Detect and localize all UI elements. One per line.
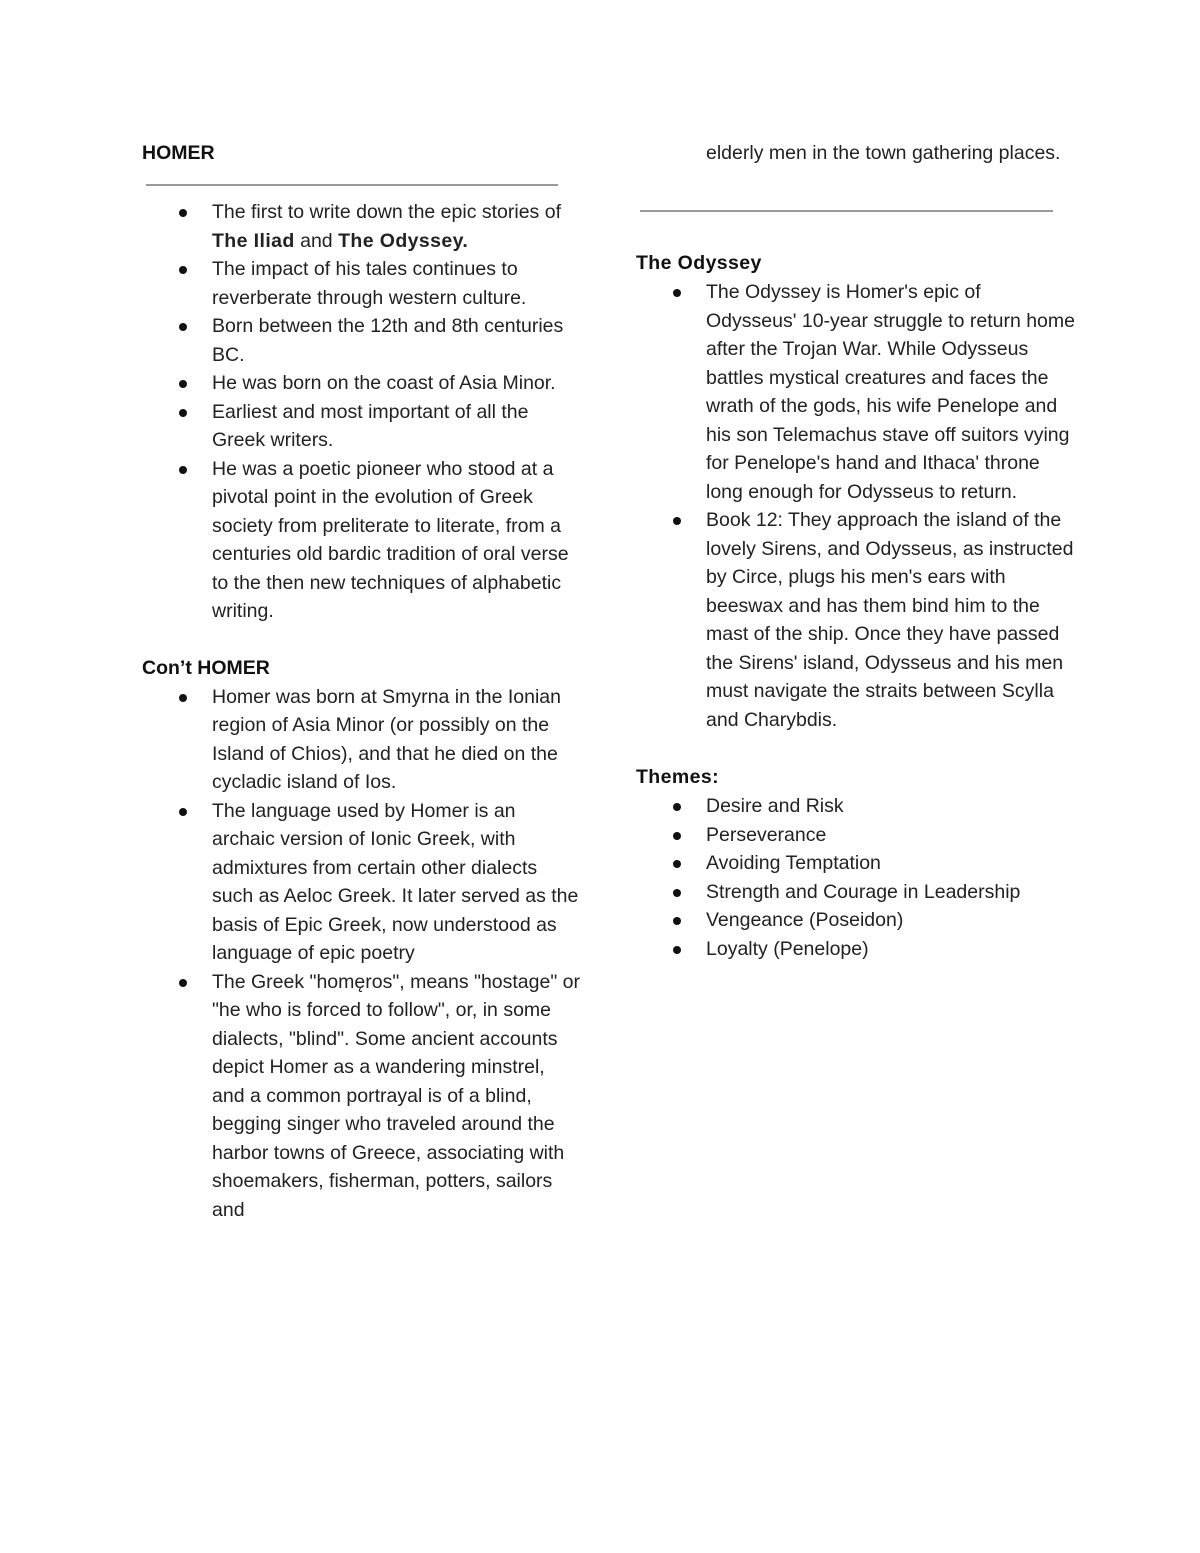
bullet-icon bbox=[179, 209, 187, 217]
list-item bbox=[142, 797, 582, 968]
list-item bbox=[142, 312, 582, 369]
list-item bbox=[142, 398, 582, 455]
list-item-text: Avoiding Temptation bbox=[706, 852, 881, 874]
right-column bbox=[636, 139, 1076, 963]
list-item-text: Strength and Courage in Leadership bbox=[706, 880, 1021, 903]
list-item-text: Homer was born at Smyrna in the Ionian region of Asia Minor (or possibly on the Island of Chios), and that he died on the cycladic island of Ios. bbox=[212, 685, 562, 793]
bullet-icon bbox=[673, 917, 681, 925]
themes-heading: Themes: bbox=[636, 766, 719, 788]
bullet-icon bbox=[673, 832, 681, 840]
bullet-icon bbox=[179, 380, 187, 388]
book-title-iliad: The Iliad bbox=[212, 229, 295, 252]
bullet-icon bbox=[673, 289, 681, 297]
list-item bbox=[636, 792, 1076, 821]
bullet-icon bbox=[673, 889, 681, 897]
list-item-text: The first to write down the epic stories of bbox=[212, 201, 561, 223]
list-item bbox=[142, 198, 582, 255]
list-item-text: Book 12: They approach the island of the lovely Sirens, and Odysseus, as instructed by Circe, plugs his men's ears with beeswax and has them bind him to the mast of the ship. Once they have passed the Sirens' island, Odysseus and his men must navigate the straits between Scylla and Charybdis. bbox=[706, 509, 1074, 731]
bullet-icon bbox=[673, 517, 681, 525]
list-item-text: The Odyssey is Homer's epic of Odysseus' 10-year struggle to return home after the Trojan War. While Odysseus battles mystical creatures and faces the wrath of the gods, his wife Penelope and his son Telemachus stave off suitors vying for Penelope's hand and Ithaca' throne long enough for Odysseus to return. bbox=[706, 281, 1075, 503]
list-item bbox=[142, 683, 582, 797]
bullet-icon bbox=[179, 979, 187, 987]
list-item-text: He was born on the coast of Asia Minor. bbox=[212, 372, 556, 394]
odyssey-bullet-list bbox=[636, 278, 1076, 734]
continued-paragraph: elderly men in the town gathering places. bbox=[706, 142, 1061, 164]
list-item bbox=[636, 906, 1076, 935]
list-item-text: The language used by Homer is an archaic version of Ionic Greek, with admixtures from certain other dialects such as Aeloc Greek. It later served as the basis of Epic Greek, now understood as language of epic poetry bbox=[212, 799, 579, 964]
section-divider bbox=[640, 210, 1053, 212]
bullet-icon bbox=[179, 323, 187, 331]
list-item bbox=[142, 455, 582, 626]
list-item bbox=[142, 255, 582, 312]
list-item-text: Earliest and most important of all the Greek writers. bbox=[212, 400, 529, 451]
list-item-text: Loyalty (Penelope) bbox=[706, 937, 869, 960]
list-item bbox=[636, 821, 1076, 850]
cont-homer-bullet-list bbox=[142, 683, 582, 1225]
list-item bbox=[636, 849, 1076, 878]
book-title-odyssey: The Odyssey. bbox=[338, 229, 469, 252]
list-item-text: The Greek "homęros", means "hostage" or "he who is forced to follow", or, in some dialects, "blind". Some ancient accounts depict Homer as a wandering minstrel, and a common portrayal is of a blind, begging singer who traveled around the harbor towns of Greece, associating with shoemakers, fisherman, potters, sailors and bbox=[212, 970, 581, 1221]
list-item bbox=[142, 968, 582, 1225]
list-item bbox=[142, 369, 582, 398]
list-item bbox=[636, 506, 1076, 734]
list-item bbox=[636, 278, 1076, 506]
bullet-icon bbox=[179, 266, 187, 274]
list-item-text: and bbox=[294, 229, 339, 252]
list-item-text: Born between the 12th and 8th centuries BC. bbox=[212, 315, 564, 366]
list-item-text: The impact of his tales continues to reverberate through western culture. bbox=[212, 258, 527, 309]
homer-bullet-list bbox=[142, 198, 582, 626]
bullet-icon bbox=[673, 803, 681, 811]
odyssey-heading: The Odyssey bbox=[636, 252, 762, 274]
bullet-icon bbox=[179, 694, 187, 702]
bullet-icon bbox=[673, 946, 681, 954]
list-item-text: Vengeance (Poseidon) bbox=[706, 909, 904, 931]
list-item-text: He was a poetic pioneer who stood at a pivotal point in the evolution of Greek society from preliterate to literate, from a centuries old bardic tradition of oral verse to the then new techniques of alphabetic writing. bbox=[212, 457, 569, 622]
list-item-text: Perseverance bbox=[706, 823, 827, 846]
bullet-icon bbox=[673, 860, 681, 868]
list-item bbox=[636, 878, 1076, 907]
homer-heading: HOMER bbox=[142, 142, 215, 164]
bullet-icon bbox=[179, 466, 187, 474]
left-column bbox=[142, 139, 582, 1224]
list-item-text: Desire and Risk bbox=[706, 795, 844, 817]
bullet-icon bbox=[179, 409, 187, 417]
themes-bullet-list bbox=[636, 792, 1076, 963]
section-divider bbox=[146, 184, 558, 186]
bullet-icon bbox=[179, 808, 187, 816]
list-item bbox=[636, 935, 1076, 964]
cont-homer-heading: Con’t HOMER bbox=[142, 656, 270, 679]
